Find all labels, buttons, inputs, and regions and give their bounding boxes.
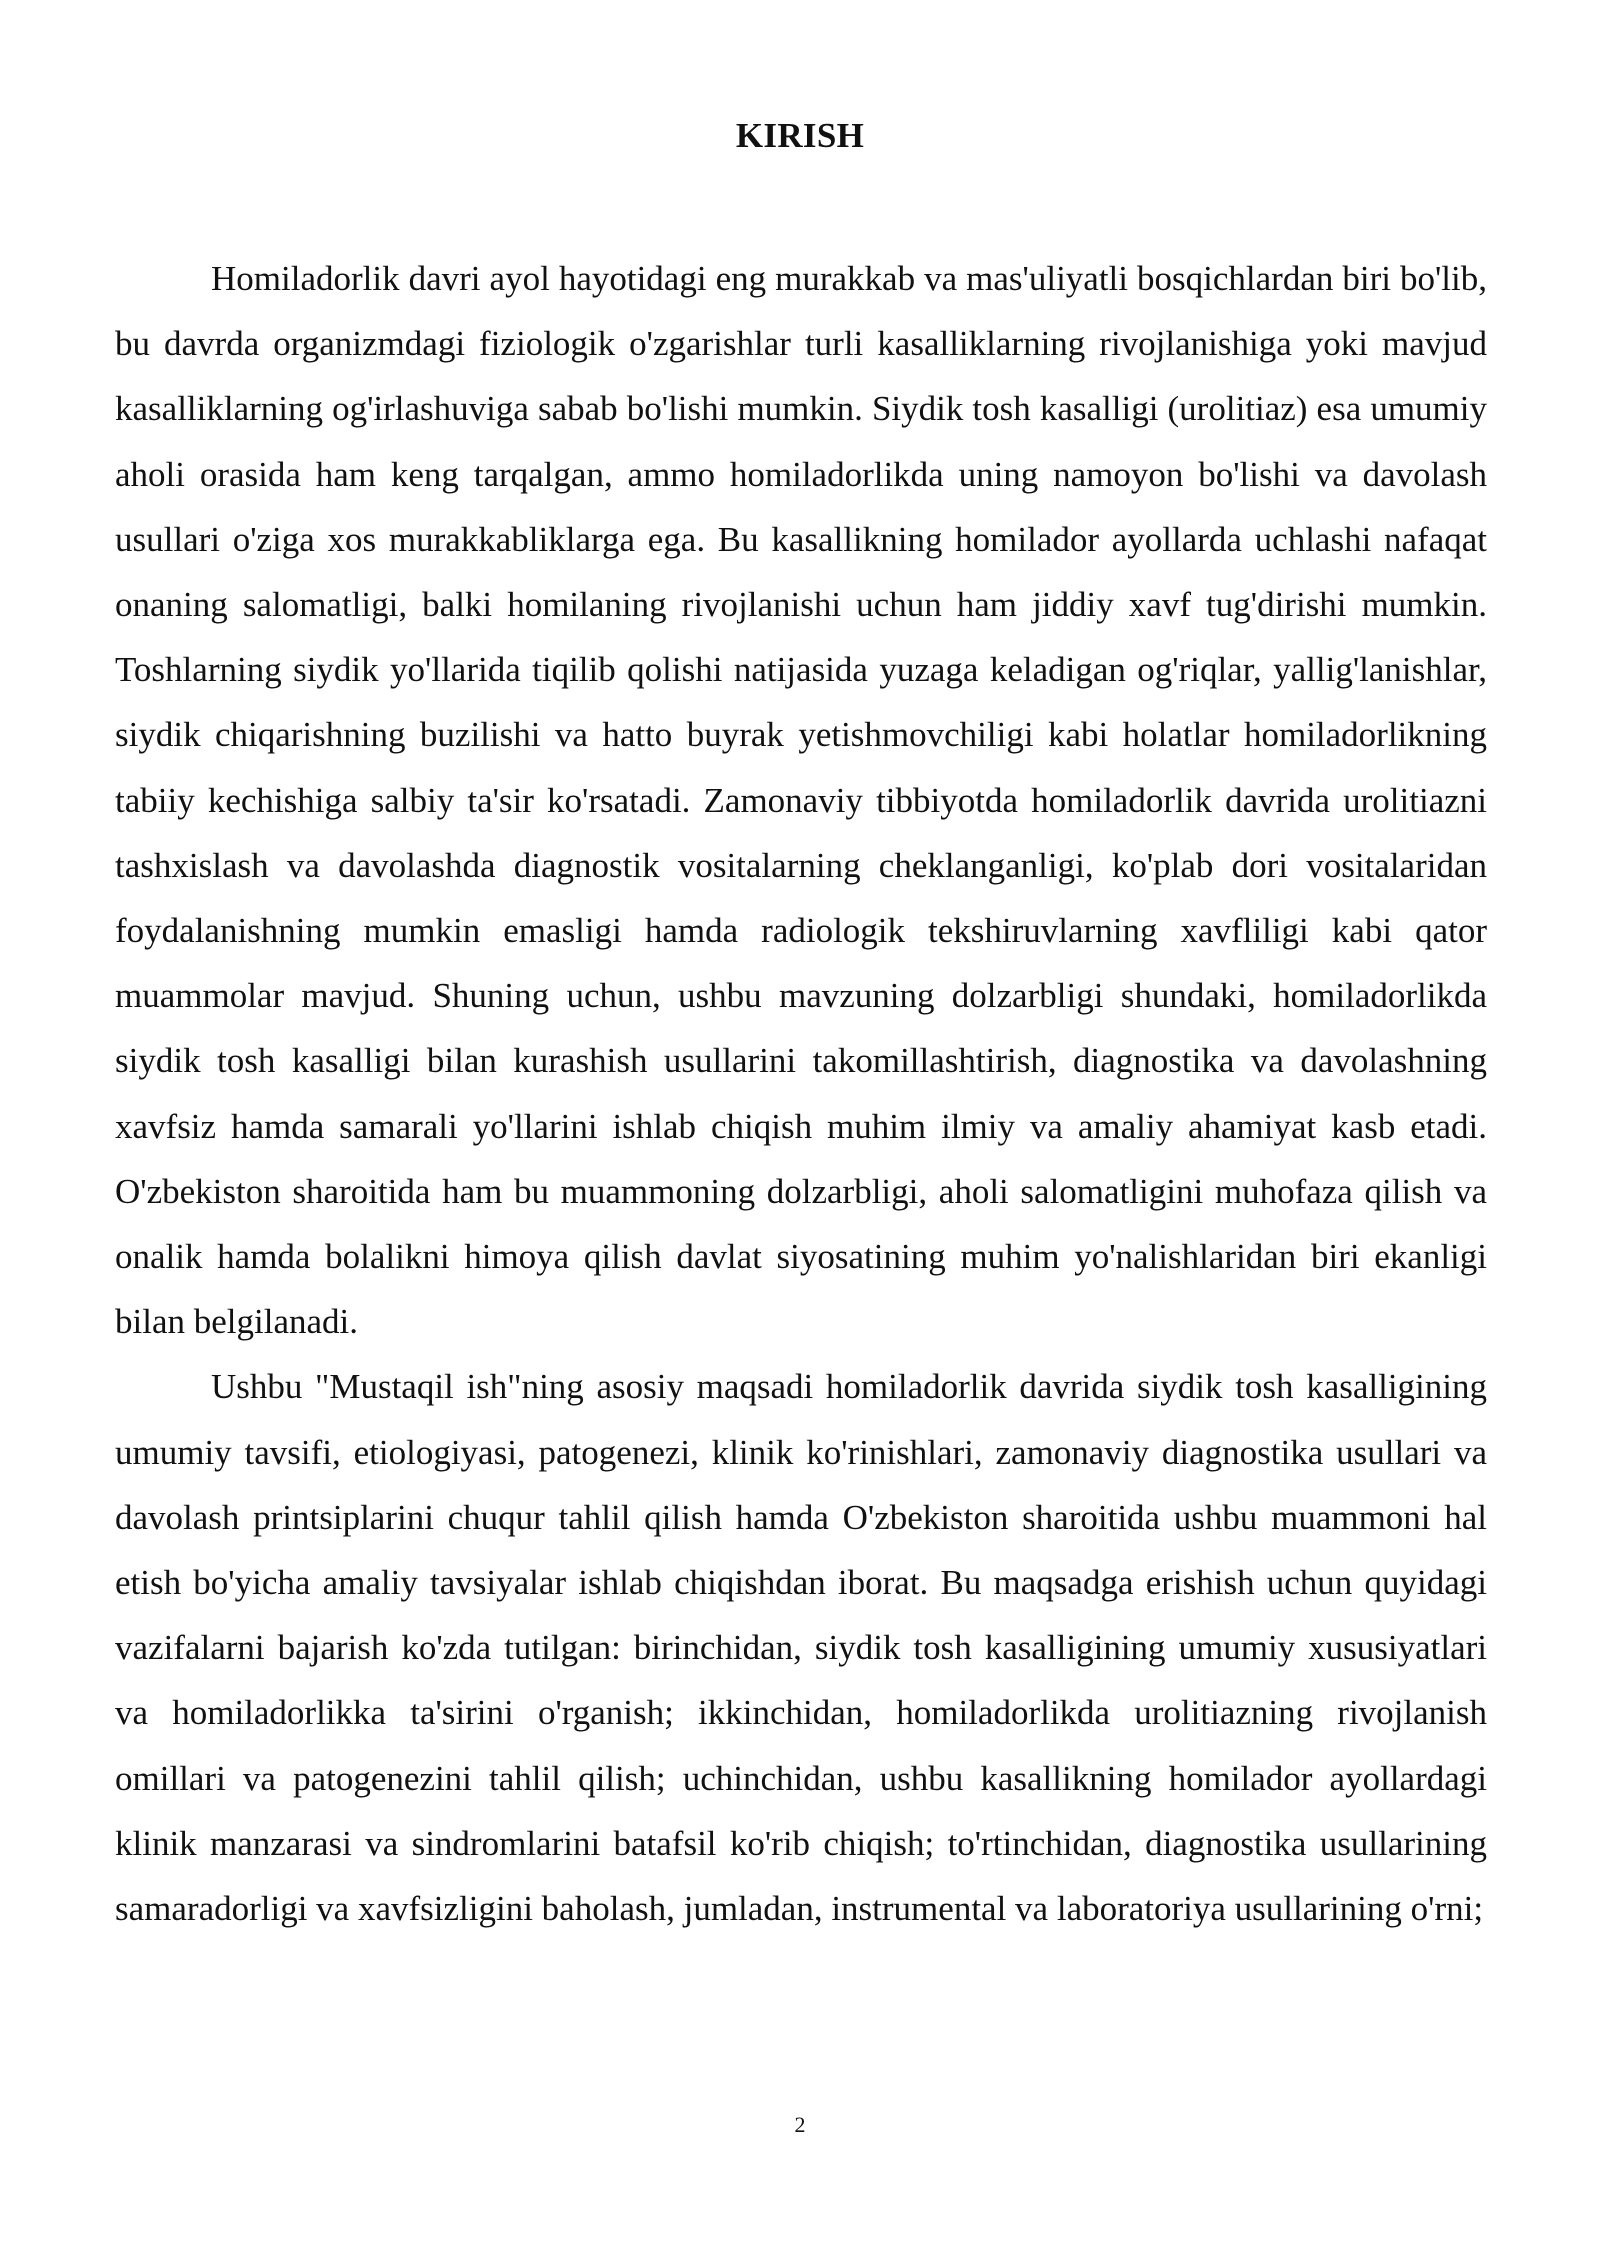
- paragraph-objectives: Ushbu "Mustaqil ish"ning asosiy maqsadi homiladorlik davrida siydik tosh kasalligining umumiy tavsifi, etiologiyasi, patogenezi, klinik ko'rinishlari, zamonaviy diagnostika usullari va davolash printsiplarini chuqur tahlil qilish hamda O'zbekiston sharoitida ushbu muammoni hal etish bo'yicha amaliy tavsiyalar ishlab chiqishdan iborat. Bu maqsadga erishish uchun quyidagi vazifalarni bajarish ko'zda tutilgan: birinchidan, siydik tosh kasalligining umumiy xususiyatlari va homiladorlikka ta'sirini o'rganish; ikkinchidan, homiladorlikda urolitiazning rivojlanish omillari va patogenezini tahlil qilish; uchinchidan, ushbu kasallikning homilador ayollardagi klinik manzarasi va sindromlarini batafsil ko'rib chiqish; to'rtinchidan, diagnostika usullarining samaradorligi va xavfsizligini baholash, jumladan, instrumental va laboratoriya usullarining o'rni;: [115, 1367, 1487, 1929]
- paragraph-introduction: Homiladorlik davri ayol hayotidagi eng murakkab va mas'uliyatli bosqichlardan biri bo'lib, bu davrda organizmdagi fiziologik o'zgarishlar turli kasalliklarning rivojlanishiga yoki mavjud kasalliklarning og'irlashuviga sabab bo'lishi mumkin. Siydik tosh kasalligi (urolitiaz) esa umumiy aholi orasida ham keng tarqalgan, ammo homiladorlikda uning namoyon bo'lishi va davolash usullari o'ziga xos murakkabliklarga ega. Bu kasallikning homilador ayollarda uchlashi nafaqat onaning salomatligi, balki homilaning rivojlanishi uchun ham jiddiy xavf tug'dirishi mumkin. Toshlarning siydik yo'llarida tiqilib qolishi natijasida yuzaga keladigan og'riqlar, yallig'lanishlar, siydik chiqarishning buzilishi va hatto buyrak yetishmovchiligi kabi holatlar homiladorlikning tabiiy kechishiga salbiy ta'sir ko'rsatadi. Zamonaviy tibbiyotda homiladorlik davrida urolitiazni tashxislash va davolashda diagnostik vositalarning cheklanganligi, ko'plab dori vositalaridan foydalanishning mumkin emasligi hamda radiologik tekshiruvlarning xavfliligi kabi qator muammolar mavjud. Shuning uchun, ushbu mavzuning dolzarbligi shundaki, homiladorlikda siydik tosh kasalligi bilan kurashish usullarini takomillashtirish, diagnostika va davolashning xavfsiz hamda samarali yo'llarini ishlab chiqish muhim ilmiy va amaliy ahamiyat kasb etadi. O'zbekiston sharoitida ham bu muammoning dolzarbligi, aholi salomatligini muhofaza qilish va onalik hamda bolalikni himoya qilish davlat siyosatining muhim yo'nalishlaridan biri ekanligi bilan belgilanadi.: [115, 259, 1487, 1342]
- page-number: 2: [794, 2112, 806, 2137]
- body-text: [115, 246, 1487, 1941]
- section-title: KIRISH: [735, 116, 865, 155]
